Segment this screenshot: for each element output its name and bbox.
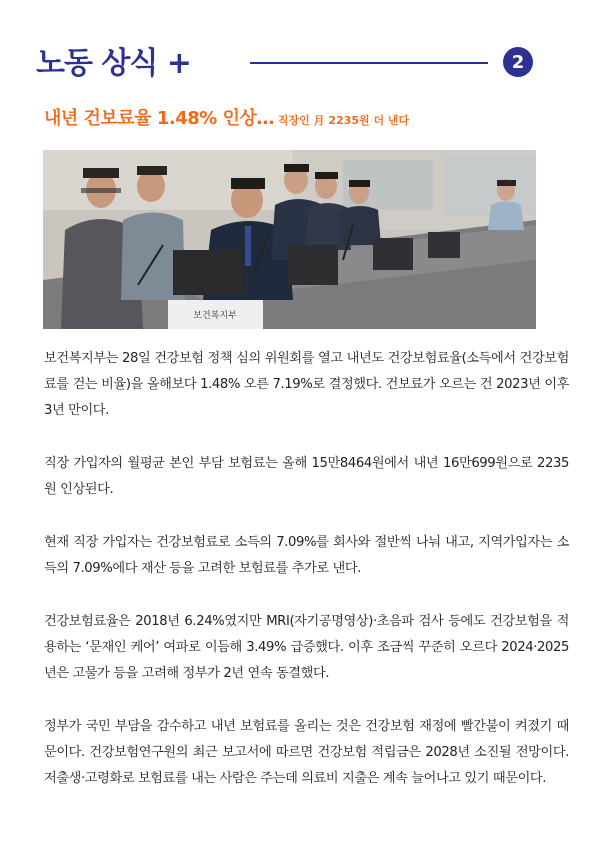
page-number-badge: 2 — [503, 47, 533, 77]
headline-main: 내년 건보료율 1.48% 인상… — [44, 108, 274, 129]
article-body — [44, 346, 569, 819]
series-header — [36, 38, 576, 88]
series-title: 노동 상식 + — [36, 46, 191, 81]
nameplate-text: 보건복지부 — [193, 311, 237, 321]
article-paragraph: 현재 직장 가입자는 건강보험료로 소득의 7.09%를 회사와 절반씩 나눠 내고, 지역가입자는 소득의 7.09%에다 재산 등을 고려한 보험료를 추가로 낸다. — [44, 535, 569, 576]
header-divider — [250, 62, 488, 64]
article-headline — [44, 104, 584, 130]
article-paragraph: 보건복지부는 28일 건강보험 정책 심의 위원회를 열고 내년도 건강보험료율(소득에서 건강보험료를 걷는 비율)을 올해보다 1.48% 오른 7.19%로 결정했다. 건보료가 오르는 건 2023년 이후 3년 만이다. — [44, 351, 569, 418]
meeting-photo — [43, 150, 536, 329]
article-paragraph: 정부가 국민 부담을 감수하고 내년 보험료를 올리는 것은 건강보험 재정에 빨간불이 켜졌기 때문이다. 건강보험연구원의 최근 보고서에 따르면 건강보험 적립금은 2028년 소진될 전망이다. 저출생·고령화로 보험료를 내는 사람은 주는데 의료비 지출은 계속 늘어나고 있기 때문이다. — [44, 719, 569, 786]
article-paragraph: 직장 가입자의 월평균 본인 부담 보험료는 올해 15만8464원에서 내년 16만699원으로 2235원 인상된다. — [44, 456, 569, 497]
article-paragraph: 건강보험료율은 2018년 6.24%였지만 MRI(자기공명영상)·초음파 검사 등에도 건강보험을 적용하는 ‘문재인 케어’ 여파로 이듬해 3.49% 급증했다. 이후 조금씩 꾸준히 오르다 2024·2025년은 고물가 등을 고려해 정부가 2년 연속 동결했다. — [44, 614, 569, 681]
headline-sub: 직장인 月 2235원 더 낸다 — [277, 114, 410, 127]
